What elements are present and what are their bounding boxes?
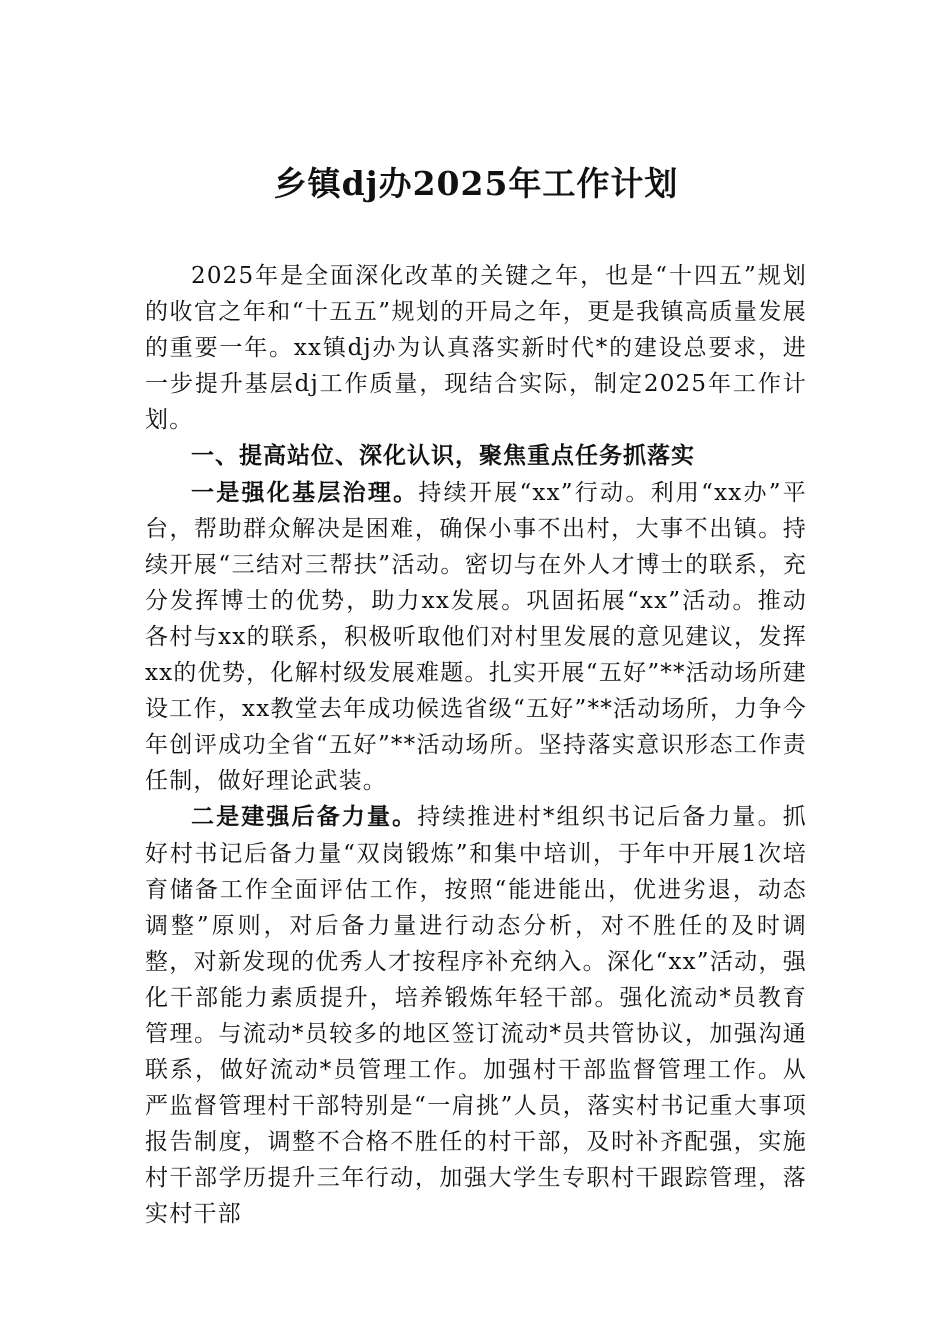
- section-heading-1: 一、提高站位、深化认识，聚焦重点任务抓落实: [191, 443, 695, 470]
- item-lead-1: 一是强化基层治理。: [191, 479, 419, 506]
- item-lead-2: 二是建强后备力量。: [191, 804, 418, 831]
- document-page: [145, 0, 807, 1344]
- document-title: 乡镇dj办2025年工作计划: [273, 164, 679, 203]
- item-text-2: 持续推进村*组织书记后备力量。抓好村书记后备力量“双岗锻炼”和集中培训，于年中开展1次培育储备工作全面评估工作，按照“能进能出，优进劣退，动态调整”原则，对后备力量进行动态分析，对不胜任的及时调整，对新发现的优秀人才按程序补充纳入。深化“xx”活动，强化干部能力素质提升，培养锻炼年轻干部。强化流动*员教育管理。与流动*员较多的地区签订流动*员共管协议，加强沟通联系，做好流动*员管理工作。加强村干部监督管理工作。从严监督管理村干部特别是“一肩挑”人员，落实村书记重大事项报告制度，调整不合格不胜任的村干部，及时补齐配强，实施村干部学历提升三年行动，加强大学生专职村干跟踪管理，落实村干部: [145, 804, 807, 1228]
- item-paragraph-2: [145, 799, 807, 1232]
- intro-paragraph: 2025年是全面深化改革的关键之年，也是“十四五”规划的收官之年和“十五五”规划的开局之年，更是我镇高质量发展的重要一年。xx镇dj办为认真落实新时代*的建设总要求，进一步提升基层dj工作质量，现结合实际，制定2025年工作计划。: [145, 263, 807, 434]
- item-paragraph-1: [145, 475, 807, 800]
- item-text-1: 持续开展“xx”行动。利用“xx办”平台，帮助群众解决是困难，确保小事不出村，大事不出镇。持续开展“三结对三帮扶”活动。密切与在外人才博士的联系，充分发挥博士的优势，助力xx发展。巩固拓展“xx”活动。推动各村与xx的联系，积极听取他们对村里发展的意见建议，发挥xx的优势，化解村级发展难题。扎实开展“五好”**活动场所建设工作，xx教堂去年成功候选省级“五好”**活动场所，力争今年创评成功全省“五好”**活动场所。坚持落实意识形态工作责任制，做好理论武装。: [145, 479, 807, 795]
- document-body: [145, 258, 807, 1233]
